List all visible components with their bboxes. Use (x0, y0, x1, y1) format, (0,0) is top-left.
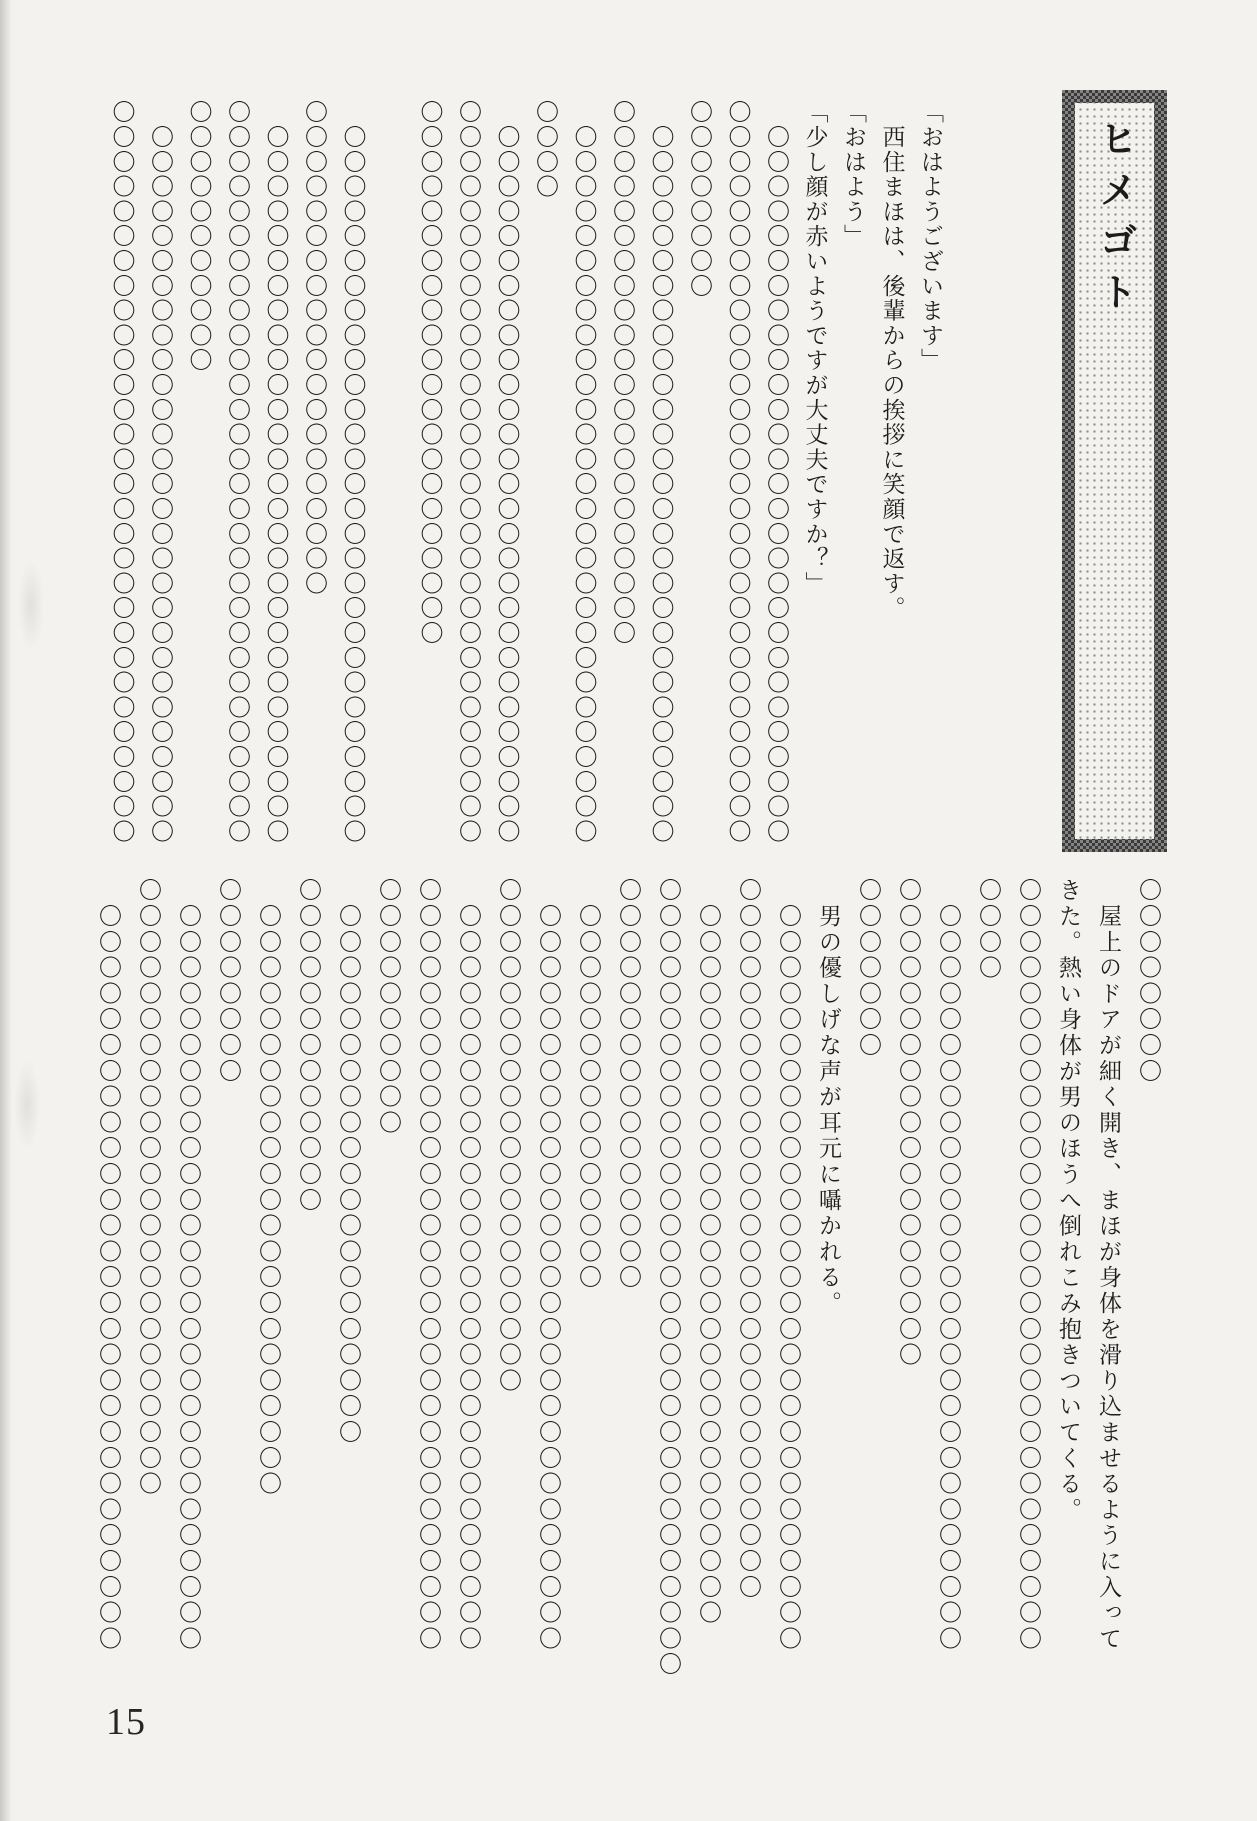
text-column: 〇〇〇〇〇〇〇〇〇〇〇〇〇〇〇〇〇〇〇〇〇〇〇〇〇〇〇〇〇〇〇 (656, 878, 681, 1678)
text-column: 〇〇〇〇〇〇〇〇〇〇〇〇〇〇〇〇〇〇〇〇〇〇〇〇〇〇〇〇〇〇 (416, 878, 441, 1652)
scan-smudge (14, 1060, 40, 1150)
text-column: 〇〇〇〇〇〇〇〇〇〇〇〇〇〇〇〇〇〇〇〇〇〇〇〇〇〇〇〇〇〇 (109, 100, 135, 844)
text-column: 〇〇〇〇 (533, 100, 558, 200)
title-box (1062, 90, 1167, 852)
text-column: 〇〇〇〇〇〇〇〇 (1136, 878, 1161, 1085)
page-title: ヒメゴト (1093, 119, 1135, 323)
text-column: 「おはようございます」 (918, 100, 943, 373)
title-box-halftone (1075, 103, 1154, 839)
text-column: 〇〇〇〇〇〇〇〇〇〇〇〇〇〇〇〇〇〇〇〇〇〇〇〇〇〇〇〇〇 (776, 878, 801, 1652)
text-column: 「少し顔が赤いようですが大丈夫ですか？」 (802, 100, 828, 596)
text-column: 〇〇〇〇〇〇〇〇〇〇〇 (186, 100, 212, 373)
text-column: 〇〇〇〇〇〇〇〇〇〇〇〇〇〇〇〇〇〇〇〇〇〇〇〇〇〇〇〇〇〇 (725, 100, 751, 844)
text-column: 〇〇〇〇〇〇〇〇〇〇〇〇〇〇〇〇〇〇〇〇〇〇〇〇〇〇〇〇〇 (96, 878, 121, 1652)
text-column: 〇〇〇〇〇〇〇〇〇〇〇〇〇〇〇〇〇〇〇〇〇〇〇〇〇〇〇〇 (696, 878, 721, 1627)
scan-smudge (18, 560, 44, 650)
text-column: 西住まほは、後輩からの挨拶に笑顔で返す。 (879, 100, 905, 621)
text-column: 〇〇〇〇〇〇〇〇〇〇〇〇〇〇〇〇〇〇〇〇〇〇〇〇〇〇〇〇〇 (456, 878, 481, 1652)
text-column: 〇〇〇〇〇〇〇〇〇〇〇〇〇〇〇〇〇〇〇〇〇〇〇〇〇〇〇〇〇 (148, 100, 173, 844)
text-column: 〇〇〇〇〇〇〇〇〇〇〇〇〇〇〇〇 (616, 878, 641, 1291)
text-column: 屋上のドアが細く開き、まほが身体を滑り込ませるように入って (1096, 878, 1121, 1652)
text-column: 〇〇〇〇〇〇〇〇〇〇〇〇〇〇〇〇〇〇〇〇〇〇〇〇〇〇〇〇〇 (764, 100, 789, 844)
text-column: きた。熱い身体が男のほうへ倒れこみ抱きついてくる。 (1056, 878, 1081, 1523)
text-column: 「おはよう」 (841, 100, 866, 249)
text-column: 〇〇〇〇〇〇〇〇〇〇〇〇〇〇〇〇〇〇〇〇〇〇〇〇〇〇〇〇〇 (176, 878, 201, 1652)
scan-edge-shadow (0, 0, 12, 1821)
text-column: 〇〇〇〇〇〇〇〇〇〇〇〇〇〇〇〇〇〇〇〇〇〇〇〇〇〇〇〇〇 (536, 878, 561, 1652)
text-column: 〇〇〇〇〇〇〇〇〇〇〇〇〇〇〇〇〇〇〇〇 (496, 878, 521, 1394)
page-number: 15 (106, 1701, 146, 1743)
text-column: 〇〇〇〇〇〇〇〇〇〇〇〇〇〇〇〇〇〇〇〇〇〇〇〇〇〇〇〇〇 (648, 100, 674, 844)
text-column: 〇〇〇〇〇〇〇〇〇〇 (376, 878, 401, 1136)
text-column: 〇〇〇〇〇〇〇〇〇〇〇〇〇 (296, 878, 321, 1214)
text-column: 〇〇〇〇〇〇〇〇〇〇〇〇〇〇〇〇〇〇〇〇〇〇〇〇〇〇〇〇〇 (340, 100, 366, 844)
text-column: 〇〇〇〇〇〇〇〇 (687, 100, 712, 299)
text-column: 〇〇〇〇〇〇〇〇 (216, 878, 241, 1085)
text-column: 〇〇〇〇〇〇〇〇〇〇〇〇〇〇〇〇〇〇〇〇〇〇〇 (256, 878, 281, 1498)
text-column: 〇〇〇〇 (976, 878, 1001, 982)
text-column: 〇〇〇〇〇〇〇〇〇〇〇〇〇〇〇 (576, 878, 601, 1291)
text-column: 男の優しげな声が耳元に囁かれる。 (816, 878, 841, 1317)
text-column: 〇〇〇〇〇〇〇〇〇〇〇〇〇〇〇〇〇〇〇〇〇〇〇〇〇〇〇〇〇 (263, 100, 289, 844)
text-column: 〇〇〇〇〇〇〇〇〇〇〇〇〇〇〇〇〇〇〇〇〇〇 (610, 100, 635, 646)
text-column: 〇〇〇〇〇〇〇〇〇〇〇〇〇〇〇〇〇〇〇〇〇〇〇〇〇〇〇〇〇 (571, 100, 597, 844)
text-column: 〇〇〇〇〇〇〇〇〇〇〇〇〇〇〇〇〇〇〇〇〇〇 (417, 100, 443, 646)
upper-text-block (102, 100, 949, 845)
lower-text-block (88, 878, 1168, 1678)
text-column: 〇〇〇〇〇〇〇〇〇〇〇〇〇〇〇〇〇〇〇〇〇〇〇〇〇〇〇〇〇〇 (225, 100, 250, 844)
text-column: 〇〇〇〇〇〇〇〇〇〇〇〇〇〇〇〇〇〇〇〇〇〇〇〇〇〇〇〇〇 (936, 878, 961, 1652)
text-column: 〇〇〇〇〇〇〇〇〇〇〇〇〇〇〇〇〇〇〇〇〇〇〇〇〇〇〇〇〇〇 (456, 100, 481, 844)
section-gap-column (372, 100, 411, 845)
text-column: 〇〇〇〇〇〇〇〇〇〇〇〇〇〇〇〇〇〇〇〇 (302, 100, 327, 596)
text-column: 〇〇〇〇〇〇〇〇〇〇〇〇〇〇〇〇〇〇〇 (896, 878, 921, 1369)
text-column: 〇〇〇〇〇〇〇 (856, 878, 881, 1059)
text-column: 〇〇〇〇〇〇〇〇〇〇〇〇〇〇〇〇〇〇〇〇〇〇〇〇〇〇〇〇〇 (494, 100, 520, 844)
text-column: 〇〇〇〇〇〇〇〇〇〇〇〇〇〇〇〇〇〇〇〇〇〇〇〇〇〇〇〇 (736, 878, 761, 1601)
text-column: 〇〇〇〇〇〇〇〇〇〇〇〇〇〇〇〇〇〇〇〇〇〇〇〇 (136, 878, 161, 1498)
text-column: 〇〇〇〇〇〇〇〇〇〇〇〇〇〇〇〇〇〇〇〇〇〇〇〇〇〇〇〇〇〇 (1016, 878, 1041, 1652)
text-column: 〇〇〇〇〇〇〇〇〇〇〇〇〇〇〇〇〇〇〇〇〇 (336, 878, 361, 1446)
